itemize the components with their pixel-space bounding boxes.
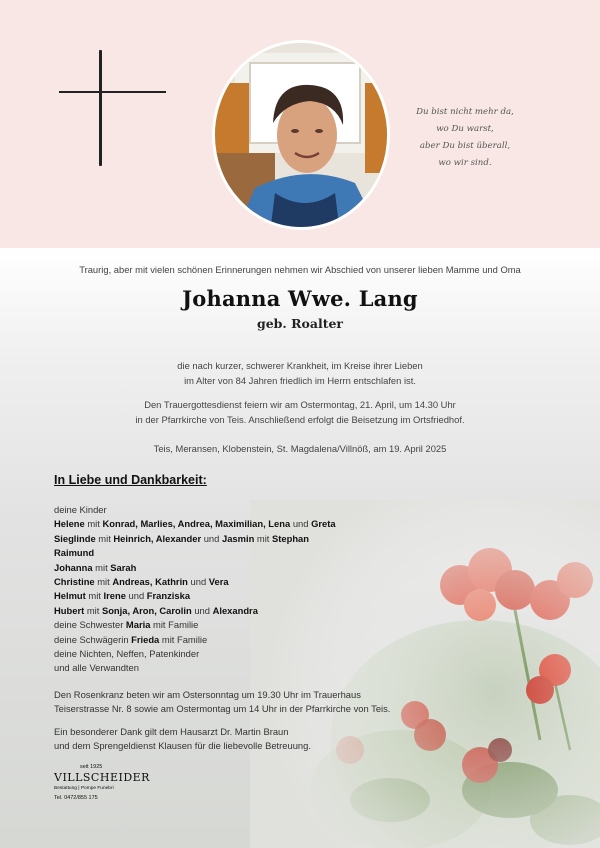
quote-line: wo Du warst, bbox=[436, 124, 494, 134]
text: und bbox=[190, 576, 207, 588]
text-line: Teiserstrasse Nr. 8 sowie am Ostermontag um 14 Uhr in der Pfarrkirche von Teis. bbox=[54, 703, 391, 715]
name: Johanna bbox=[54, 561, 93, 573]
text-line: und dem Sprengeldienst Klausen für die liebevolle Betreuung. bbox=[54, 740, 311, 752]
rosary-info bbox=[54, 688, 390, 717]
text: und bbox=[194, 604, 210, 616]
logo-phone: Tel. 0472/855 175 bbox=[54, 795, 98, 801]
text-line: Den Trauergottesdienst feiern wir am Ostermontag, 21. April, um 14.30 Uhr bbox=[144, 399, 456, 410]
intro-text: Traurig, aber mit vielen schönen Erinnerungen nehmen wir Abschied von unserer lieben Mamme und Oma bbox=[79, 264, 521, 275]
cross-icon bbox=[99, 50, 102, 166]
text: und bbox=[128, 590, 145, 602]
family-line bbox=[54, 561, 336, 575]
quote-line: wo wir sind. bbox=[438, 158, 492, 168]
cross-icon-bar bbox=[59, 91, 166, 93]
text: mit bbox=[87, 518, 100, 530]
text-line: in der Pfarrkirche von Teis. Anschließend erfolgt die Beisetzung im Ortsfriedhof. bbox=[135, 414, 465, 425]
name: Sarah bbox=[110, 561, 137, 573]
quote-line: Du bist nicht mehr da, bbox=[416, 107, 514, 117]
name: Christine bbox=[54, 576, 95, 588]
name: Heinrich, Alexander bbox=[113, 532, 202, 544]
text: deine Nichten, Neffen, Patenkinder bbox=[54, 648, 200, 660]
family-line bbox=[54, 503, 336, 517]
memorial-quote bbox=[410, 104, 520, 172]
name: Vera bbox=[208, 576, 229, 588]
text: deine Kinder bbox=[54, 504, 107, 515]
family-line bbox=[54, 575, 336, 589]
funeral-home-logo bbox=[54, 764, 150, 801]
name: Helene bbox=[54, 518, 85, 530]
name: Irene bbox=[103, 590, 126, 602]
family-line bbox=[54, 618, 336, 632]
name: Maria bbox=[125, 619, 151, 631]
text-line: die nach kurzer, schwerer Krankheit, im Kreise ihrer Lieben bbox=[177, 360, 423, 371]
deceased-name: Johanna Wwe. Lang bbox=[182, 286, 418, 311]
text: und alle Verwandten bbox=[54, 662, 139, 674]
family-list bbox=[54, 503, 336, 676]
family-line bbox=[54, 661, 336, 675]
place-date: Teis, Meransen, Klobenstein, St. Magdalena/Villnöß, am 19. April 2025 bbox=[153, 443, 447, 454]
thanks-text bbox=[54, 725, 311, 754]
text: mit bbox=[98, 532, 111, 544]
name: Konrad, Marlies, Andrea, Maximilian, Lena bbox=[102, 518, 291, 530]
name: Stephan bbox=[272, 532, 309, 544]
text-line: im Alter von 84 Jahren friedlich im Herrn entschlafen ist. bbox=[184, 375, 416, 386]
family-line bbox=[54, 633, 336, 647]
text: mit Familie bbox=[153, 619, 199, 631]
family-line bbox=[54, 532, 336, 546]
death-notice bbox=[0, 358, 600, 388]
name: Greta bbox=[311, 518, 336, 530]
name: Franziska bbox=[146, 590, 191, 602]
section-title: In Liebe und Dankbarkeit: bbox=[54, 473, 207, 487]
text-line: Ein besonderer Dank gilt dem Hausarzt Dr. Martin Braun bbox=[54, 726, 289, 737]
logo-brand: VILLSCHEIDER bbox=[54, 771, 150, 784]
name: Sonja, Aron, Carolin bbox=[101, 604, 192, 616]
name: Sieglinde bbox=[54, 532, 96, 544]
name: Helmut bbox=[54, 590, 86, 602]
name: Andreas, Kathrin bbox=[112, 576, 188, 588]
text: mit bbox=[95, 561, 108, 573]
funeral-service-info bbox=[0, 397, 600, 427]
text: mit bbox=[88, 590, 101, 602]
family-line bbox=[54, 604, 336, 618]
logo-since: seit 1925 bbox=[80, 764, 103, 770]
family-line bbox=[54, 517, 336, 531]
name: Alexandra bbox=[212, 604, 258, 616]
family-line bbox=[54, 647, 336, 661]
logo-subtitle: Bestattung | Pompe Funebri bbox=[54, 786, 114, 791]
portrait-photo bbox=[212, 40, 390, 230]
text: und bbox=[292, 518, 309, 530]
text-line: Den Rosenkranz beten wir am Ostersonntag um 19.30 Uhr im Trauerhaus bbox=[54, 689, 361, 700]
text: und bbox=[203, 532, 220, 544]
text: mit bbox=[256, 532, 270, 544]
maiden-name: geb. Roalter bbox=[256, 316, 344, 331]
name: Hubert bbox=[54, 604, 85, 616]
name: Jasmin bbox=[221, 532, 255, 544]
text: mit bbox=[86, 604, 100, 616]
text: deine Schwägerin bbox=[54, 633, 129, 645]
name: Frieda bbox=[131, 633, 160, 645]
text: mit Familie bbox=[161, 633, 208, 645]
quote-line: aber Du bist überall, bbox=[419, 141, 511, 151]
name: Raimund bbox=[54, 547, 95, 559]
family-line bbox=[54, 589, 336, 603]
family-line bbox=[54, 546, 336, 560]
text: mit bbox=[97, 576, 110, 588]
text: deine Schwester bbox=[54, 619, 124, 631]
header-band bbox=[0, 0, 600, 248]
portrait-image bbox=[215, 43, 390, 230]
